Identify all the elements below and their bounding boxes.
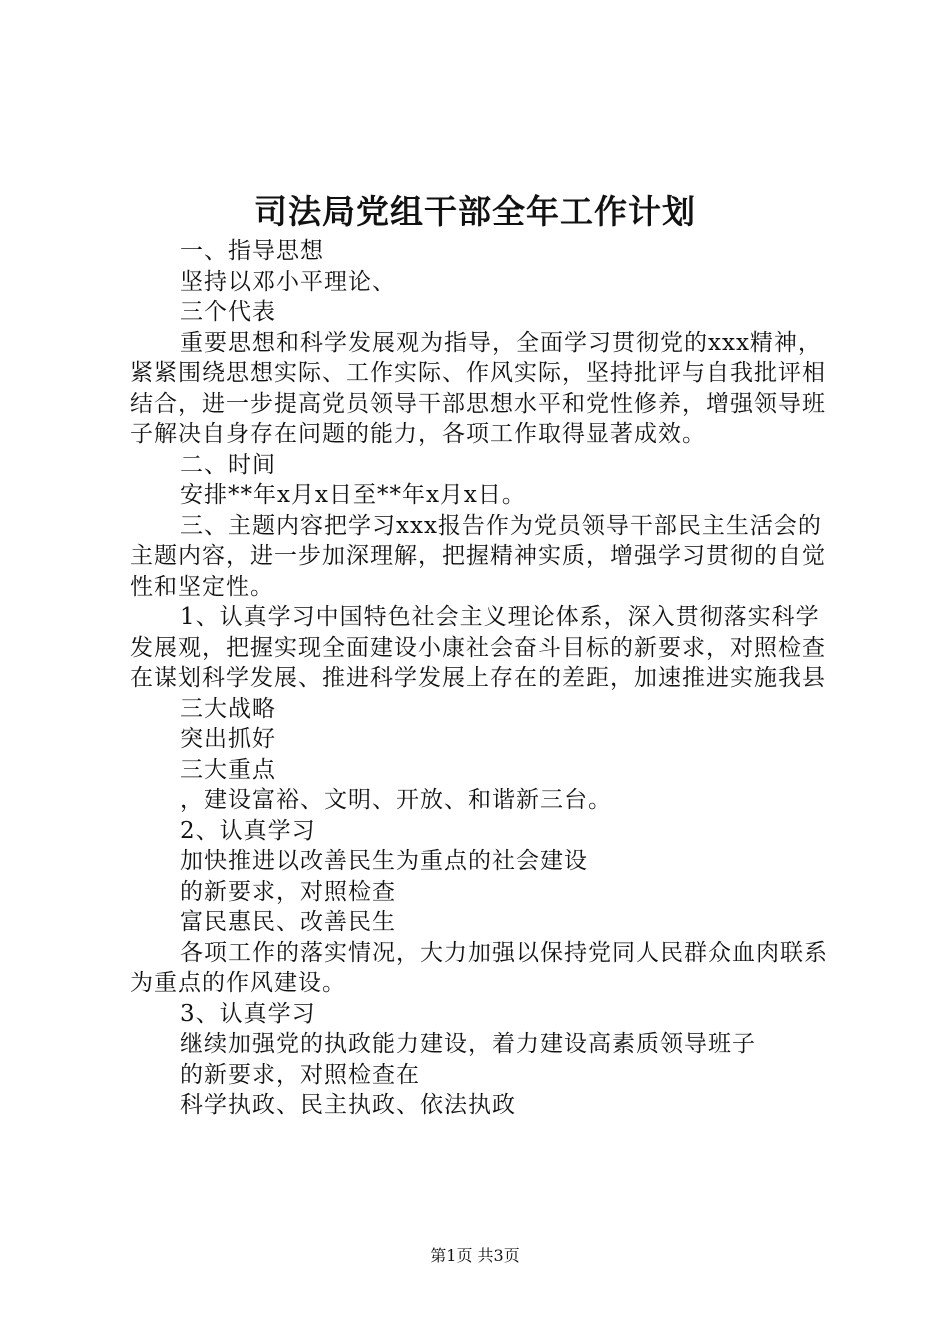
paragraph: 的新要求，对照检查在	[180, 1061, 420, 1088]
paragraph: 三大重点	[180, 756, 276, 783]
paragraph: 各项工作的落实情况，大力加强以保持党同人民群众血肉联系为重点的作风建设。	[130, 939, 828, 996]
paragraph: 的新要求，对照检查	[180, 878, 396, 905]
paragraph: 三大战略	[180, 695, 276, 722]
paragraph: 富民惠民、改善民生	[180, 909, 396, 935]
paragraph: 重要思想和科学发展观为指导，全面学习贯彻党的xxx精神，紧紧围绕思想实际、工作实际、作风实际，坚持批评与自我批评相结合，进一步提高党员领导干部思想水平和党性修养，增强领导班子解决自身存在问题的能力，各项工作取得显著成效。	[130, 329, 826, 447]
section-heading-guiding-thought: 一、指导思想	[180, 238, 324, 264]
paragraph: 3、认真学习	[180, 1000, 316, 1027]
paragraph: 继续加强党的执政能力建设，着力建设高素质领导班子	[180, 1031, 756, 1057]
paragraph: 2、认真学习	[180, 817, 316, 844]
document-body	[130, 236, 830, 1121]
page-number-footer: 第1页 共3页	[430, 1246, 520, 1265]
paragraph: 突出抓好	[180, 726, 276, 752]
paragraph: 科学执政、民主执政、依法执政	[180, 1092, 516, 1118]
section-heading-time: 二、时间	[180, 451, 276, 478]
paragraph: ，建设富裕、文明、开放、和谐新三台。	[180, 787, 612, 813]
paragraph: 加快推进以改善民生为重点的社会建设	[180, 848, 588, 874]
paragraph: 1、认真学习中国特色社会主义理论体系，深入贯彻落实科学发展观，把握实现全面建设小康社会奋斗目标的新要求，对照检查在谋划科学发展、推进科学发展上存在的差距，加速推进实施我县	[130, 604, 826, 691]
paragraph: 坚持以邓小平理论、	[180, 268, 396, 295]
document-title: 司法局党组干部全年工作计划	[254, 192, 696, 231]
paragraph: 安排**年x月x日至**年x月x日。	[180, 482, 526, 508]
section-heading-theme: 三、主题内容把学习xxx报告作为党员领导干部民主生活会的主题内容，进一步加深理解，把握精神实质，增强学习贯彻的自觉性和坚定性。	[130, 512, 826, 600]
paragraph: 三个代表	[180, 299, 276, 325]
